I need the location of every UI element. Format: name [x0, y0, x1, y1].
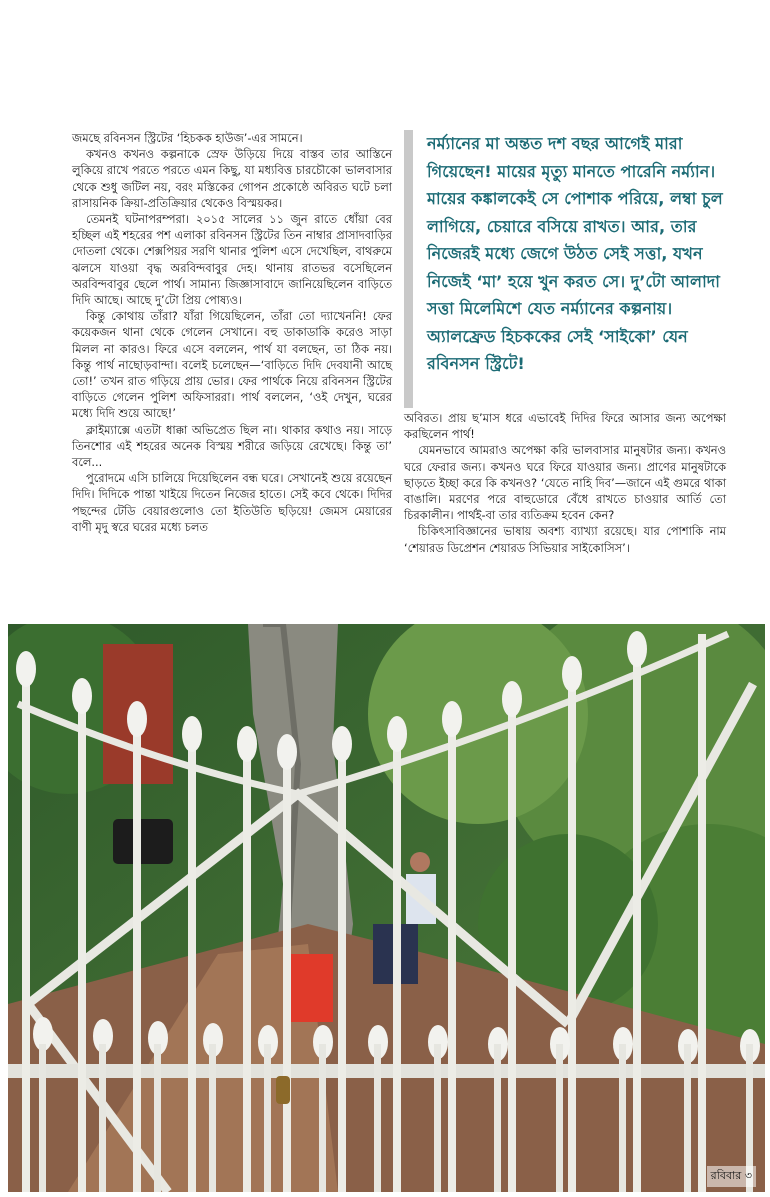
article-column-right — [404, 410, 726, 556]
page-number: রবিবার ৩ — [707, 1166, 756, 1187]
paragraph: কিন্তু কোথায় তাঁরা? যাঁরা গিয়েছিলেন, তাঁরা তো দ্যাখেননি! ফের কয়েকজন থানা থেকে গেলেন সেখানে। বহু ডাকাডাকি করেও সাড়া মিলল না কারও। ফিরে এসে বললেন, পার্থ যা বলছেন, তা ঠিক নয়। কিন্তু পার্থ নাছোড়বান্দা। বলেই চলেছেন—‘বাড়িতে দিদি দেবযানী আছে তো!’ তখন রাত গড়িয়ে প্রায় ভোর। ফের পার্থকে নিয়ে রবিনসন স্ট্রিটের বাড়িতে গেলেন পুলিশ অফিসাররা। পার্থ বললেন, ‘ওই দেখুন, ঘরের মধ্যে দিদি শুয়ে আছে!’ — [72, 309, 392, 421]
paragraph: চিকিৎসাবিজ্ঞানের ভাষায় অবশ্য ব্যাখ্যা রয়েছে। যার পোশাকি নাম ‘শেয়ারড ডিপ্রেশন শেয়ারড সিভিয়ার সাইকোসিস’। — [404, 524, 726, 555]
paragraph: অবিরত। প্রায় ছ’মাস ধরে এভাবেই দিদির ফিরে আসার জন্য অপেক্ষা করছিলেন পার্থ! — [404, 411, 726, 442]
paragraph: ক্লাইম্যাক্সে এতটা ধাক্কা অভিপ্রেত ছিল না। থাকার কথাও নয়। সাড়ে তিনশোর এই শহরের অনেক বিস্ময় শরীরে জড়িয়ে রেখেছে। কিন্তু তা’ বলে... — [72, 422, 392, 470]
article-column-left — [72, 130, 392, 535]
paragraph: যেমনভাবে আমরাও অপেক্ষা করি ভালবাসার মানুষটার জন্য। কখনও ঘরে ফেরার জন্য। কখনও ঘরে ফিরে যাওয়ার জন্য। প্রাণের মানুষটাকে ছাড়তে ইচ্ছা করে কি কখনও? ‘যেতে নাহি দিব’—জানে এই গুমরে থাকা বাঙালি। মরণের পরে বাহুডোরে বেঁধে রাখতে চাওয়ার আর্তি তো চিরকালীন। পার্থই-বা তার ব্যতিক্রম হবেন কেন? — [404, 443, 726, 523]
pull-quote — [404, 130, 726, 408]
pull-quote-text: নর্ম্যানের মা অন্তত দশ বছর আগেই মারা গিয়েছেন! মায়ের মৃত্যু মানতে পারেনি নর্ম্যান। মায়ের কঙ্কালকেই সে পোশাক পরিয়ে, লম্বা চুল লাগিয়ে, চেয়ারে বসিয়ে রাখত। আর, তার নিজেরই মধ্যে জেগে উঠত সেই সত্তা, যখন নিজেই ‘মা’ হয়ে খুন করত সে। দু’টো আলাদা সত্তা মিলেমিশে যেত নর্ম্যানের কল্পনায়। অ্যালফ্রেড হিচককের সেই ‘সাইকো’ যেন রবিনসন স্ট্রিটে! — [427, 134, 723, 373]
paragraph: তেমনই ঘটনাপরম্পরা। ২০১৫ সালের ১১ জুন রাতে ধোঁয়া বের হচ্ছিল এই শহরের পশ এলাকা রবিনসন স্ট্রিটের তিন নাম্বার প্রাসাদবাড়ির দোতলা থেকে। শেক্সপিয়র সরণি থানার পুলিশ এসে দেখেছিল, বাথরুমে ঝলসে যাওয়া বৃদ্ধ অরবিন্দবাবুর দেহ। থানায় রাতভর বসেছিলেন অরবিন্দবাবুর ছেলে পার্থ। সামান্য জিজ্ঞাসাবাদে জানিয়েছিলেন বাড়িতে দিদি আছে। আছে দু’টো প্রিয় পোষ্যও। — [72, 212, 392, 308]
paragraph: জমছে রবিনসন স্ট্রিটের ‘হিচকক হাউজ’-এর সামনে। — [72, 131, 303, 145]
paragraph: পুরোদমে এসি চালিয়ে দিয়েছিলেন বন্ধ ঘরে। সেখানেই শুয়ে রয়েছেন দিদি। দিদিকে পান্তা খাইয়ে দিতেন নিজের হাতে। সেই কবে থেকে। দিদির পছন্দের টেডি বেয়ারগুলোও তো ইতিউতি ছড়িয়ে! জেমস মেয়ারের বাণী মৃদু স্বরে ঘরের মধ্যে চলত — [72, 471, 392, 534]
gate-illustration — [8, 624, 765, 1192]
paragraph: কখনও কখনও কল্পনাকে স্রেফ উড়িয়ে দিয়ে বাস্তব তার আস্তিনে লুকিয়ে রাখে পরতে পরতে এমন কিছু, যা মধ্যবিত্ত চারচৌকো ভালবাসার থেকে শুধু জটিল নয়, বরং মস্তিকের গোপন প্রকোষ্ঠে অবিরত ঘটে চলা রাসায়নিক ক্রিয়া-প্রতিক্রিয়ার থেকেও বিস্ময়কর। — [72, 147, 392, 210]
gate-photo — [8, 624, 765, 1192]
